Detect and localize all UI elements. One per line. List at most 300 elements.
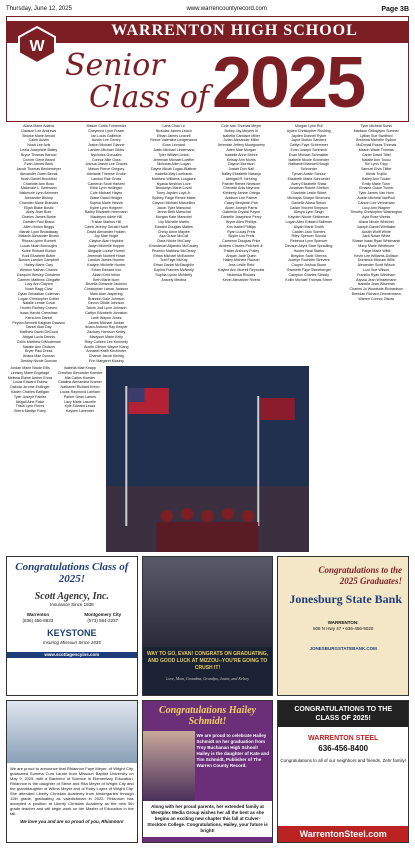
jonesburg-title: Congratulations to the 2025 Graduates!	[318, 565, 403, 586]
graduate-name: Cole Ivan Thomas Meyer	[221, 124, 262, 128]
graduation-photo-area	[6, 366, 409, 552]
graduate-name: Austin Clinton Wayne Kiang	[84, 344, 129, 349]
graduate-name: Parker Dean Larsen	[63, 394, 97, 399]
graduate-name: Abigail Aine Flake	[15, 399, 45, 404]
graduate-name: Ethan Edward Ivor	[91, 267, 122, 272]
header-site[interactable]: www.warrencountyrecord.com	[186, 6, 267, 12]
scott-url[interactable]: www.scottagencyins.com	[7, 652, 137, 658]
graduate-name: Clayton Michael Marcellino	[152, 200, 196, 205]
steel-note: Congratulations to all of our neighbors and friends, Zehr family!	[280, 758, 406, 763]
graduate-name: Mia Carlos Koester	[64, 375, 96, 380]
graduate-name: Lacy Marie Lascelle	[64, 399, 96, 404]
graduate-name: Melissa Elaine Amber Ennis	[7, 375, 53, 380]
graduate-name: Aiden Joseph Parris	[225, 205, 258, 210]
graduate-name: Bryce Allen Phillips	[226, 219, 257, 224]
graduate-name: Brendan Richard Zimmermann	[351, 291, 401, 296]
graduate-name: Caleb Austin	[28, 138, 49, 143]
graduate-name: Kyle Edward Leack	[64, 404, 96, 409]
graduate-name: Jonathan Robert Shelton	[288, 186, 329, 191]
graduate-name: Brandon Dale Johnson	[87, 296, 125, 301]
graduate-name: Jack Nolan White	[362, 234, 391, 239]
graduate-name: Allen Holton Briggs	[23, 224, 55, 229]
graduate-name: Matthew David DeGood	[19, 330, 58, 335]
graduate-name: Brooke Marie Arnold	[22, 133, 56, 138]
header-date: Thursday, June 12, 2025	[6, 6, 72, 12]
scott-phones	[7, 612, 137, 624]
graduate-name: Jordan Marie Nicole Ellis	[10, 366, 50, 370]
graduate-name: Jeremiah Jeffery Montgomery	[217, 143, 265, 148]
graduate-name: Elijah Blake Bostic	[23, 205, 54, 210]
graduate-name: Carson Lee Venneman	[357, 200, 395, 205]
jonesburg-bank-name: Jonesburg State Bank	[289, 592, 403, 606]
graduate-name: Mark Alan Jaspering	[89, 291, 123, 296]
graduate-name: Austin Micheal VanPool	[357, 195, 396, 200]
graduate-name: Austin Wolff White	[361, 229, 391, 234]
graduate-name: Kadynn Michelle Hunter	[87, 263, 126, 268]
graduate-name: Mason Pierce Gregory	[88, 167, 125, 172]
warrenton-steel-ad[interactable]	[277, 700, 409, 843]
graduate-name: Christian Alexander Koester	[57, 370, 103, 375]
graduate-name: Addison Lee Palmer	[225, 195, 258, 200]
graduate-name: Dakota Jerome Estlinger	[10, 385, 50, 390]
graduate-name: Bailey Elizabeth Herrmann	[84, 210, 128, 215]
graduate-name: Madelynn Adele Hill	[90, 215, 123, 220]
graduate-name: Campton Charles Strickly	[288, 272, 330, 277]
graduate-name: Boston Landon Campbell	[18, 258, 59, 263]
hailey-text: We are proud to celebrate Hailey Schmidt on her graduation from Troy Buchanan High School! Hailey is the daughter of Kate and Tim Schmidt, Publisher of The Warren County Record.	[196, 733, 270, 768]
graduate-name: Samuel Elvis Tittler	[360, 167, 392, 172]
graduate-name: Dominick Michael Wills	[357, 258, 395, 263]
graduate-name: Kaden Charles Eattigan	[11, 389, 49, 394]
graduate-name: Justin Michael Lindemann	[152, 147, 195, 152]
graduate-name: Phoenix Matthew McCleary	[151, 248, 196, 253]
graduate-name: Joy Mae Hogle	[94, 234, 119, 239]
graduate-name: Emalee Grace Turner	[359, 186, 394, 191]
graduate-name: Aniyah Jade Quinn	[226, 253, 257, 258]
keystone-brand: KEYSTONE	[47, 628, 97, 638]
graduate-name: Matthew Williams Longacre	[151, 176, 196, 181]
graduate-name: Isabella Mae Knapp	[64, 366, 96, 370]
graduate-name: Landon James Huerter	[87, 258, 125, 263]
graduate-name: Sophia Marie Hessle	[89, 200, 123, 205]
graduate-name: Toni Faye McKay	[159, 258, 188, 263]
graduate-names	[6, 124, 409, 364]
graduate-name: Andrew Charles Pritchett Jr.	[218, 243, 264, 248]
scott-warrenton-label: Warrenton	[26, 612, 50, 617]
graduate-name: Alexander Scott Wilson	[357, 263, 395, 268]
names-column-6	[344, 124, 410, 364]
graduate-name: Conner Gene Beard	[22, 157, 55, 162]
graduate-name: Cameron Douglas Price	[222, 239, 261, 244]
graduate-name: Cameron Scott Hartzell	[87, 181, 125, 186]
graduate-name: Nathaniel Richard Krech	[60, 385, 100, 390]
scott-ad-title: Congratulations Class of 2025!	[15, 561, 129, 585]
graduate-name: Isham Antonio Ray Keeper	[84, 325, 128, 330]
graduate-name: Alexander Bishop	[24, 195, 53, 200]
graduate-name: Madison Orikaylynn Sumner	[353, 128, 399, 133]
graduate-name: Caitlyn Faye Schemmer	[289, 143, 328, 148]
graduate-name: Julian Alexander Miller	[223, 138, 260, 143]
hailey-schmidt-ad[interactable]	[142, 700, 274, 843]
names-column-5	[276, 124, 342, 364]
graduate-name: Timothy Christopher Washington	[350, 210, 403, 215]
page-header	[6, 4, 409, 14]
graduate-name: Gabriella Crystal Payne	[222, 210, 261, 215]
graduate-name: Sophia Frances McNeely	[153, 267, 194, 272]
graduate-name: Charlotte Ann Boso	[23, 181, 55, 186]
graduate-name: Dayron Morrison	[227, 162, 255, 167]
names-column-1	[6, 124, 72, 364]
graduate-name: Chenelle Anis Neyrons	[223, 186, 260, 191]
flags-photo-icon	[106, 366, 309, 552]
graduate-name: Natalie Lenae Coval	[22, 301, 55, 306]
graduate-name: Lyllian Sue Swofford	[359, 133, 393, 138]
graduate-name: Evan Leonard	[162, 143, 185, 148]
graduate-name: Aden Mae Morgan	[226, 147, 257, 152]
graduate-name: Kiri Lynn Tripp	[364, 162, 388, 167]
evan-photo	[143, 557, 273, 647]
graduate-name: Evan James Beck	[24, 162, 54, 167]
graduate-name: Daniel Alan Day	[25, 325, 52, 330]
graduate-name: Blake David Hedger	[90, 195, 123, 200]
graduate-name: Breanna Michelle Sydnor	[356, 138, 397, 143]
graduate-name: Madyson Marie Kelly	[89, 335, 123, 340]
names-column-3	[141, 124, 207, 364]
graduate-name: Morgan Kate Marschel	[155, 215, 192, 220]
steel-company: WARRENTON STEEL	[308, 735, 379, 742]
graduate-name: James Michael Jordan	[88, 320, 125, 325]
graduate-name: Morgan Lynn Ruf	[295, 124, 323, 128]
graduate-name: Kevin Lee Williams-Dollison	[354, 253, 399, 258]
graduate-name: Alana Marie Adams	[23, 124, 55, 128]
graduate-name: Alesya Lynn Singh	[293, 210, 324, 215]
graduate-name: Abigayle Louise Horrell	[87, 248, 125, 253]
graduate-name: Aliyah Marie Smith	[293, 224, 324, 229]
steel-phone: 636-456-8400	[318, 744, 369, 753]
graduate-name: Jadyn Michelle Hopper	[87, 243, 125, 248]
graduate-name: Bobby Jay Meyers III	[224, 128, 259, 133]
scott-montgomery-label: Montgomery City	[84, 612, 122, 617]
graduate-name: Riley Colleen Lee Kennedy	[84, 339, 128, 344]
graduate-name: Warren Connor Zitzow	[358, 296, 395, 301]
jonesburg-town: WARRENTON:	[327, 620, 359, 625]
graduate-name: Lucas Raymond Lanham	[60, 389, 100, 394]
graduate-name: Abigail Lucia Dennis	[22, 335, 56, 340]
graduate-name: Paeder Renee Newsom	[222, 181, 261, 186]
graduate-name: Lucas Edward Eskew	[12, 380, 48, 385]
graduate-name: Kimberly Jenise Ortega	[222, 191, 260, 196]
graduate-name: Franklin Ryan Windham	[357, 272, 396, 277]
graduate-name: Isabella Candace Miller	[222, 133, 260, 138]
graduate-name: Evan Joseph Schmeck	[290, 147, 328, 152]
graduate-name: Noah Ragg Clow	[25, 287, 53, 292]
graduate-name: Destiny Nicole Duncan	[20, 359, 57, 364]
graduate-name: Emmanuel Alijandro McCauley	[149, 243, 199, 248]
names-column-3b	[56, 366, 104, 552]
graduate-name: Nathaniel Maxwell Hough	[288, 162, 330, 167]
graduate-name: Tyler James Van Horn	[358, 191, 394, 196]
steel-url[interactable]: WarrentonSteel.com	[278, 826, 408, 842]
graduate-name: Clayton Alan Hopkins	[89, 239, 124, 244]
graduate-name: McDonall Rosas Thomas	[356, 143, 397, 148]
graduate-name: Isabelle Nicole Schneider	[288, 157, 330, 162]
graduate-name: Hunter Rodney Craven	[20, 306, 58, 311]
graduate-name: Dylan Sebastian Coleman	[17, 291, 60, 296]
names-right-continued	[311, 366, 409, 552]
graduate-name: Damien Paul Brand	[23, 219, 55, 224]
graduate-name: Kodi Elizabeth Butler	[22, 253, 56, 258]
senior-text: Senior	[65, 48, 165, 83]
ads-row-2	[6, 700, 409, 843]
graduate-name: Kris Isabel Phillips	[226, 224, 256, 229]
graduate-name: Landen Michael Gibbs	[88, 147, 125, 152]
graduate-name: Chance Jacob Kleinig	[88, 354, 124, 359]
graduate-name: Kayden Nicole Sinkleman	[288, 215, 330, 220]
graduate-name: Natalie Ann Dodson	[22, 344, 55, 349]
graduate-name: Callan Vincent Simpson	[289, 205, 328, 210]
graduate-name: Casey Benjamin Parr	[224, 200, 259, 205]
graduate-name: Asa Grace McCall	[159, 234, 189, 239]
graduate-name: Peyton Bennett Kaighan Dawson	[12, 320, 66, 325]
rhiannon-closing: We love you and are so proud of you, Rhiannon!	[20, 819, 124, 824]
graduate-name: Chandler Marie Brandes	[19, 200, 59, 205]
graduate-name: Ciara Nicole McCarty	[156, 239, 191, 244]
graduate-name: Danielle Alissa Simon	[291, 200, 327, 205]
names-column-5b	[361, 366, 409, 552]
graduate-name: Elizabeth Marie Schroeder	[287, 176, 330, 181]
graduate-name: Ayden Christopher Rushing	[286, 128, 331, 133]
graduate-name: Jocelyn Rochelle Strevers	[287, 258, 330, 263]
graduate-name: Paige Marie Wildt	[362, 248, 391, 253]
graduate-name: Lana Chau Le	[162, 124, 186, 128]
graduate-name: Noah Lee Avis	[27, 143, 51, 148]
graduate-name: Jayden Donnell Ryker	[291, 133, 327, 138]
graduate-name: Dayne Micah Logan-Blattner	[150, 167, 197, 172]
rhiannon-photo	[7, 701, 137, 763]
graduate-name: Weston Nathan Chavez	[19, 267, 58, 272]
graduate-name: Kevin Alexander Rivera	[222, 277, 260, 282]
graduate-name: Erin Margaret Klusing	[88, 359, 124, 364]
graduate-name: Charles James Burke	[21, 215, 56, 220]
graduate-name: Shawn Isaac Ryan Whitmarsh	[352, 239, 401, 244]
names-left-continued	[6, 366, 104, 552]
graduate-name: Nyasia Neshion Love	[156, 181, 191, 186]
graduate-name: Lane Wayne Jones	[90, 315, 122, 320]
rhiannon-text: We are proud to announce that Rhiannon Faye Meyer, of Wright City, graduated Summa Cum Laude from Missouri Baptist University on May 9, 2025, with a Bachelor of Science in Elementary Education. Rhiannon is the daughter of Steve and Rita Meyer of Wright City and the granddaughter of Wilma Meyer and of Ruby Lopez of Wright City. She attended Liberty Christian Academy from kindergarten through 12th grade, graduating as valedictorian in 2022. Rhiannon has accepted a position at Liberty Christian Academy as the new 5th grade teacher and will begin work on her Master of Education in the fall.	[10, 766, 134, 816]
jonesburg-url[interactable]: JONESBURGSTATEBANK.COM	[309, 646, 377, 651]
graduate-name: Mason Wade Thomas	[358, 147, 394, 152]
steel-title: CONGRATULATIONS TO THE CLASS OF 2025!	[278, 701, 408, 727]
warrenton-logo-icon	[17, 25, 57, 65]
graduate-name: Beth Marie Isom	[93, 277, 120, 282]
graduate-name: Kylee Lynn Hofgeert	[90, 205, 123, 210]
graduate-name: Caitlyn Elizabeth Johnston	[85, 311, 128, 316]
graduate-name: Natalie Ann Toccu	[361, 157, 391, 162]
graduate-name: Collin Matthew DiModeman	[16, 339, 61, 344]
graduate-name: Ayla Rose Weeks	[362, 215, 391, 220]
graduate-name: Tyler Micheal Surss	[360, 124, 392, 128]
graduate-name: Noah Daniel Brockfeld	[20, 176, 57, 181]
graduate-name: Zachary Harrison Kelley	[87, 330, 126, 335]
graduate-name: Emily Marie Turor	[362, 181, 391, 186]
class-of-text: Class of	[89, 80, 209, 115]
graduate-name: Ethan James Leavell	[157, 133, 191, 138]
hailey-footer: Along with her proud parents, her extended family at Westplex Media Group wishes her all the best as she begins an exciting new chapter this fall at Culver-Stockton College. Congratulations, Hailey, your future is bright!	[143, 801, 273, 837]
graduate-name: Isabella May Lombardo	[155, 171, 193, 176]
page-number: Page 3B	[381, 5, 409, 13]
graduate-name: Jeremiah Michael Loeffler	[153, 157, 195, 162]
graduate-name: Abby Jean Bote	[26, 210, 52, 215]
graduate-name: Leela Josephine Bailey	[20, 147, 58, 152]
evan-signature: Love, Mom, Grandma, Grandpa, Justin, and Kelsey	[166, 676, 249, 681]
graduate-name: Christopher Lamar Jackson	[84, 287, 129, 292]
scott-agency-name: Scott Agency, Inc.	[34, 591, 109, 602]
graduate-name: Mason Curtis Fohrenster	[86, 124, 127, 128]
graduate-name: Bailey Elizabeth Naranjo	[221, 171, 261, 176]
graduate-name: Kaylee Ann Morrell Reynolds	[218, 267, 265, 272]
graduate-name: Edward Douglas Mattes	[154, 224, 193, 229]
graduate-name: Nickolas James Leach	[155, 128, 192, 133]
graduate-name: Jayce Burton Sanders	[291, 138, 327, 143]
graduate-name: Logan Allen Edward Skillman	[285, 219, 333, 224]
graduate-name: Kelsay Ann Morris	[226, 157, 256, 162]
graduate-name: Ezequiel Wesley Chesterer	[17, 272, 61, 277]
graduate-name: Hailey Ann Tucker	[361, 176, 391, 181]
graduate-name: Alexander Owen Bevak	[19, 171, 58, 176]
graduate-name: Cheyenne Lynn Frazer	[88, 128, 125, 133]
graduate-name: Makenzie Lynn Brimmer	[19, 191, 59, 196]
graduate-name: Hailey Marie Cary	[24, 263, 54, 268]
graduate-name: Nicholas Allen Logan	[156, 162, 191, 167]
graduate-name: Reece Valentine Ledgerwood	[150, 138, 198, 143]
scott-warrenton-phone: (636) 456-8633	[22, 618, 54, 623]
graduate-name: Jenna Beth Marschal	[156, 210, 191, 215]
graduate-name: Caiden Jack Somers	[292, 229, 326, 234]
graduate-name: Tyman Austin Schuur	[291, 171, 326, 176]
graduate-name: Isabelle Anne Mohrs	[224, 152, 258, 157]
names-column-2	[74, 124, 140, 364]
graduate-name: Bryer Paul Dress	[25, 349, 53, 354]
evan-congrats-ad[interactable]	[142, 556, 274, 696]
graduate-name: Tatum Jodi Lynn Johnson	[85, 306, 127, 311]
graduate-name: Josiah Don Nail	[228, 167, 254, 172]
graduate-name: Dawson Lee Andrews	[21, 128, 57, 133]
graduate-name: Kollin Michael Thomas Streer	[285, 277, 333, 282]
graduate-name: David Alexander Holden	[86, 229, 126, 234]
hailey-title: Congratulations Hailey Schmidt!	[159, 705, 256, 727]
graduate-name: Gweneth Faye Stoneberger	[286, 267, 331, 272]
ads-row-1	[6, 556, 409, 696]
graduate-name: Carter David Tittel	[361, 152, 391, 157]
graduate-name: Devon Ollidie Johnson	[88, 301, 125, 306]
jonesburg-address: 508 N Hwy 47 • 636-456-9020	[312, 626, 374, 631]
graduate-name: Jess Leslie Reid	[228, 263, 255, 268]
graduate-name: Jeremiah Norbert Howe	[87, 253, 126, 258]
graduate-name: Ariana Mae Duncan	[22, 354, 55, 359]
graduate-name: Isaac Harold Crenshaw	[20, 311, 58, 316]
graduate-name: Schroeder	[300, 167, 318, 172]
graduate-name: Avery Elizabeth Shaw	[291, 181, 327, 186]
graduate-name: Cooper Joshua Stone	[291, 263, 327, 268]
evan-message: WAY TO GO, EVAN! CONGRATS ON GRADUATING, AND GOOD LUCK AT MIZZOU--YOU'RE GOING TO CRUSH IT!	[146, 651, 269, 671]
graduate-name: Kelsi Lynn Heilingso	[90, 186, 123, 191]
graduate-name: Lindsey Marie Engelage	[10, 370, 50, 375]
graduate-name: Lucas Noah Burroughs	[20, 243, 58, 248]
graduate-name: Adelaide Therese Grube	[86, 171, 126, 176]
rhiannon-meyer-ad[interactable]	[6, 700, 138, 843]
graduate-name: Tristan Anthony Pulley	[223, 248, 260, 253]
graduate-name: Rebecca Lynn Spencer	[290, 239, 328, 244]
graduate-name: Austin Lee Gentry	[91, 138, 121, 143]
graduate-name: Catalina Alexandria Kramer	[58, 380, 102, 385]
graduate-name: Bryce Thomas Barrow	[21, 152, 57, 157]
graduate-name: Lucy Ann Clayton	[24, 282, 53, 287]
class-of-2025-banner	[6, 16, 409, 122]
graduate-name: Malachi Alexander Brown	[18, 234, 60, 239]
graduate-name: Kolbe Richard Burton	[21, 248, 56, 253]
graduate-name: Kiera Ann Daniel	[25, 315, 53, 320]
graduate-name: Riley Spencer Sonola	[291, 234, 327, 239]
graduate-name: Tyler Joseph Fairfax	[13, 394, 47, 399]
graduate-name: Hailey Michele Rausch	[222, 258, 260, 263]
graduate-name: Jacob Thomas Beckemeyer	[16, 167, 61, 172]
graduate-name: Michayla Sharpe Simmons	[287, 195, 331, 200]
graduate-name: Landon Rae Gruss	[91, 176, 122, 181]
graduate-name: Ethan Daniel McDaughlin	[153, 263, 195, 268]
graduate-name: Ryan Lucas Preis	[227, 229, 256, 234]
graduate-name: Sierra Marilyn Foley	[14, 409, 46, 414]
graduate-name: Kaysee Lavender	[66, 409, 94, 414]
graduate-name: Braydon Scott Strevns	[290, 253, 327, 258]
graduate-name: Charles Jo Woodside-Richardson	[349, 287, 403, 292]
names-column-2b	[6, 366, 54, 552]
graduate-name: Devaun Abyol Starr Spradling	[285, 243, 333, 248]
graduate-name: Evan Michael Schmalder	[288, 152, 329, 157]
jonesburg-bank-ad[interactable]	[277, 556, 409, 696]
graduate-name: Connor Allie Goss	[91, 157, 121, 162]
graduate-name: Luci Sue Wilson	[363, 267, 390, 272]
graduate-name: Ian Louis Gallerice	[91, 133, 122, 138]
scott-agency-ad[interactable]	[6, 556, 138, 696]
graduate-name: Alyssa Jean Winkelmann	[356, 277, 397, 282]
graduate-name: Cole Michael Hayes	[90, 191, 123, 196]
graduate-name: Charlotte Leslie Sibert	[291, 191, 327, 196]
graduate-name: Abbigail R. Nehring	[225, 176, 257, 181]
graduate-name: Aidan Kent Ireton	[92, 272, 121, 277]
graduate-name: Makenzie L. Bettmann	[20, 186, 57, 191]
graduate-name: Alana Nicole Whitchel	[358, 219, 394, 224]
graduate-name: Tyler William Linton	[158, 152, 190, 157]
scott-tagline: Insuring Missouri Since 1935	[42, 640, 101, 645]
graduate-name: Ethan Michael McEachen	[153, 253, 195, 258]
graduate-name: Aracely Medina	[161, 277, 187, 282]
graduate-name: Mukeska Rhodes	[227, 272, 256, 277]
graduate-name: Chrisy Anne Maylee	[157, 229, 190, 234]
graduate-name: Jacob Tyler Marschal	[156, 205, 191, 210]
graduate-name: Joshua Jassin Lee Graves	[85, 162, 128, 167]
graduate-name: Danielle Josephine Percy	[220, 215, 262, 220]
graduate-name: Isabella Jean Wiseman	[357, 282, 395, 287]
graduate-name: Juston Michael Gianne	[87, 143, 125, 148]
graduate-name: Torey Jayden Loyd Jr.	[156, 191, 192, 196]
graduate-name: Tristan Markus Hill	[91, 219, 122, 224]
names-column-4b	[311, 366, 359, 552]
graduate-name: Sydney Paige Renee Mabe	[151, 195, 196, 200]
scott-montgomery-phone: (573) 564-2237	[87, 618, 119, 623]
graduate-name: Macy Marie Whittmore	[358, 243, 395, 248]
graduate-name: Riksza Lynne Burnett	[21, 239, 56, 244]
graduate-name: Lucy Ann Wagner	[362, 205, 391, 210]
